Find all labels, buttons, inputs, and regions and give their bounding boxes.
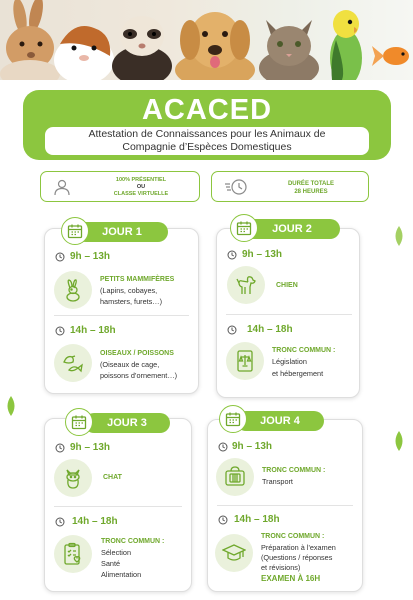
day-4-morning-icon-circle — [216, 458, 254, 496]
day-3-separator — [54, 506, 182, 507]
day-1-morning-desc-1: (Lapins, cobayes, — [100, 286, 158, 295]
rabbit-photo-icon — [0, 0, 62, 80]
clock-icon — [55, 517, 65, 527]
dog-icon — [234, 273, 258, 297]
day-2-afternoon-desc-1: Législation — [272, 357, 307, 366]
subtitle-line-1: Attestation de Connaissances pour les Animaux de — [88, 128, 326, 140]
day-4-afternoon-time: 14h – 18h — [234, 514, 280, 525]
day-4-calendar-badge — [219, 405, 247, 433]
clock-icon — [55, 252, 65, 262]
day-3-afternoon-desc-3: Alimentation — [101, 570, 142, 579]
graduation-cap-icon — [222, 541, 246, 565]
day-1-tab: JOUR 1 — [76, 222, 168, 242]
day-1-morning-time: 9h – 13h — [70, 251, 111, 262]
day-4-morning-title: TRONC COMMUN : — [262, 467, 326, 474]
day-3-afternoon-time: 14h – 18h — [72, 516, 118, 527]
day-1-afternoon-time: 14h – 18h — [70, 325, 116, 336]
day-3-morning-icon-circle — [54, 459, 92, 497]
pet-carrier-icon — [223, 465, 247, 489]
dog-photo-icon — [172, 0, 258, 80]
calendar-icon — [67, 223, 83, 239]
calendar-icon — [71, 414, 87, 430]
leaf-icon — [4, 395, 18, 417]
day-4-separator — [217, 505, 353, 506]
ferret-photo-icon — [110, 0, 174, 80]
day-3-morning-time: 9h – 13h — [70, 442, 111, 453]
day-3-calendar-badge — [65, 408, 93, 436]
day-2-afternoon-icon-circle — [226, 342, 264, 380]
clock-icon — [55, 443, 65, 453]
day-2-morning-title: CHIEN — [276, 282, 298, 289]
fast-clock-icon — [224, 178, 248, 196]
day-1-afternoon-title: OISEAUX / POISSONS — [100, 350, 174, 357]
leaf-icon — [392, 430, 406, 452]
presence-line-3: CLASSE VIRTUELLE — [113, 191, 169, 197]
day-1-afternoon-icon-circle — [54, 344, 92, 382]
day-3-tab: JOUR 3 — [84, 413, 170, 433]
day-3-afternoon-desc-2: Santé — [101, 559, 121, 568]
clock-icon — [218, 515, 228, 525]
day-2-calendar-badge — [230, 214, 258, 242]
day-3-afternoon-desc-1: Sélection — [101, 548, 132, 557]
clock-icon — [227, 325, 237, 335]
day-4-afternoon-desc-1: Préparation à l'examen — [261, 543, 336, 552]
day-2-afternoon-title: TRONC COMMUN : — [272, 347, 336, 354]
day-4-morning-time: 9h – 13h — [232, 441, 273, 452]
duration-line-2: 28 HEURES — [294, 189, 328, 195]
clipboard-heart-icon — [61, 542, 85, 566]
exam-time-label: EXAMEN À 16H — [261, 574, 321, 583]
day-4-afternoon-desc-2: (Questions / réponses — [261, 553, 333, 562]
cat-icon — [61, 466, 85, 490]
subtitle-line-2: Compagnie d’Espèces Domestiques — [122, 141, 292, 153]
presence-line-1: 100% PRÉSENTIEL — [115, 177, 167, 183]
presence-info-pill — [40, 171, 200, 202]
presence-line-2: OU — [136, 184, 146, 190]
day-2-separator — [226, 314, 352, 315]
day-2-tab: JOUR 2 — [244, 219, 340, 239]
day-1-afternoon-desc-1: (Oiseaux de cage, — [100, 360, 160, 369]
guinea-pig-photo-icon — [54, 0, 114, 80]
day-1-separator — [54, 315, 189, 316]
day-3-morning-title: CHAT — [103, 474, 122, 481]
clock-icon — [218, 442, 228, 452]
day-4-afternoon-title: TRONC COMMUN : — [261, 533, 325, 540]
page-title: ACACED — [141, 94, 273, 126]
clock-icon — [55, 326, 65, 336]
title-subtitle — [45, 127, 369, 155]
day-1-morning-title: PETITS MAMMIFÈRES — [100, 276, 175, 283]
day-4-tab: JOUR 4 — [236, 411, 324, 431]
day-2-afternoon-desc-2: et hébergement — [272, 369, 324, 378]
day-4-morning-desc-1: Transport — [262, 477, 293, 486]
day-1-morning-icon-circle — [54, 271, 92, 309]
calendar-icon — [225, 411, 241, 427]
animals-banner — [0, 0, 413, 80]
calendar-icon — [236, 220, 252, 236]
title-block — [23, 90, 391, 160]
day-4-afternoon-icon-circle — [215, 534, 253, 572]
user-icon — [53, 178, 71, 196]
law-book-icon — [233, 349, 257, 373]
cat-photo-icon — [256, 0, 322, 80]
duration-line-1: DURÉE TOTALE — [287, 181, 335, 187]
day-3-afternoon-title: TRONC COMMUN : — [101, 538, 165, 545]
duration-info-pill — [211, 171, 369, 202]
bird-fish-icon — [61, 351, 85, 375]
rabbit-icon — [61, 278, 85, 302]
budgie-photo-icon — [318, 0, 372, 80]
day-4-afternoon-desc-3: et révisions) — [261, 563, 301, 572]
clock-icon — [227, 250, 237, 260]
day-2-afternoon-time: 14h – 18h — [247, 324, 293, 335]
day-2-morning-time: 9h – 13h — [242, 249, 283, 260]
day-1-calendar-badge — [61, 217, 89, 245]
day-1-morning-desc-2: hamsters, furets…) — [100, 297, 163, 306]
day-1-afternoon-desc-2: poissons d’ornement…) — [100, 371, 178, 380]
day-2-morning-icon-circle — [227, 266, 265, 304]
leaf-icon — [392, 225, 406, 247]
goldfish-photo-icon — [372, 34, 413, 74]
day-3-afternoon-icon-circle — [54, 535, 92, 573]
